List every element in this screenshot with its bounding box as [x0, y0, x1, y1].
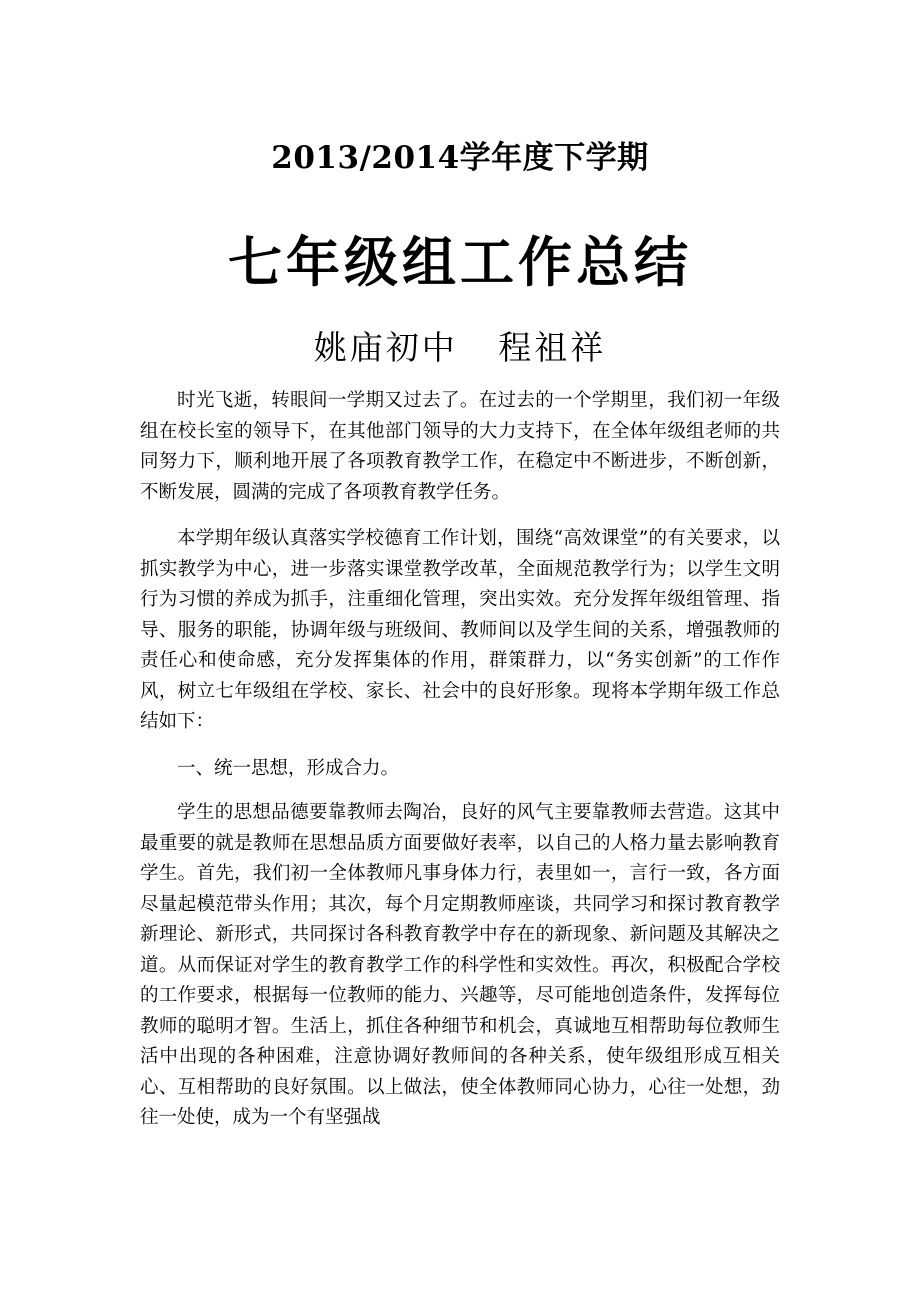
paragraph-overview: 本学期年级认真落实学校德育工作计划，围绕“高效课堂”的有关要求，以抓实教学为中心，进一步落实课堂教学改革，全面规范教学行为；以学生文明行为习惯的养成为抓手，注重细化管理，突出实效。充分发挥年级组管理、指导、服务的职能，协调年级与班级间、教师间以及学生间的关系，增强教师的责任心和使命感，充分发挥集体的作用，群策群力，以“务实创新”的工作作风，树立七年级组在学校、家长、社会中的良好形象。现将本学期年级工作总结如下：: [140, 528, 780, 732]
document-subtitle: 2013/2014学年度下学期: [271, 140, 649, 176]
document-author: 姚庙初中 程祖祥: [313, 328, 607, 367]
paragraph-section-1: 学生的思想品德要靠教师去陶冶，良好的风气主要靠教师去营造。这其中最重要的就是教师在思想品质方面要做好表率，以自己的人格力量去影响教育学生。首先，我们初一全体教师凡事身体力行，表里如一，言行一致，各方面尽量起模范带头作用；其次，每个月定期教师座谈，共同学习和探讨教育教学新理论、新形式，共同探讨各科教育教学中存在的新现象、新问题及其解决之道。从而保证对学生的教育教学工作的科学性和实效性。再次，积极配合学校的工作要求，根据每一位教师的能力、兴趣等，尽可能地创造条件，发挥每位教师的聪明才智。生活上，抓住各种细节和机会，真诚地互相帮助每位教师生活中出现的各种困难，注意协调好教师间的各种关系，使年级组形成互相关心、互相帮助的良好氛围。以上做法，使全体教师同心协力，心往一处想，劲往一处使，成为一个有坚强战: [140, 802, 780, 1128]
document-body: [140, 386, 780, 1150]
document-title: 七年级组工作总结: [228, 230, 692, 294]
section-heading-1: 一、统一思想，形成合力。: [177, 757, 400, 779]
paragraph-intro: 时光飞逝，转眼间一学期又过去了。在过去的一个学期里，我们初一年级组在校长室的领导下，在其他部门领导的大力支持下，在全体年级组老师的共同努力下，顺利地开展了各项教育教学工作，在稳定中不断进步，不断创新，不断发展，圆满的完成了各项教育教学任务。: [140, 390, 780, 503]
